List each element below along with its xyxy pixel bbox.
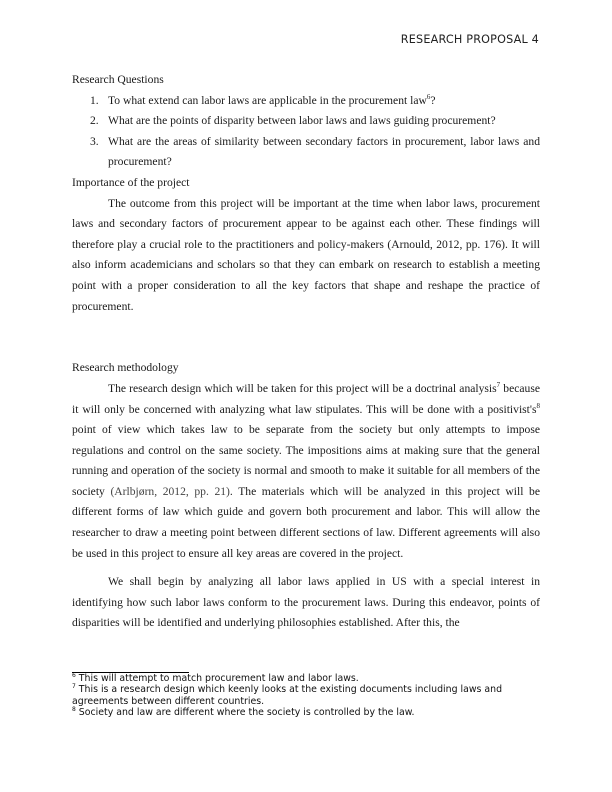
list-item (72, 111, 540, 132)
list-item (72, 132, 540, 173)
importance-heading: Importance of the project (72, 175, 190, 189)
list-item (72, 91, 540, 112)
footnote: $^6$ This will attempt to match procurement law and labor laws. (72, 671, 359, 684)
page-body (72, 70, 540, 634)
citation: (Arlbjørn, 2012, pp. 21) (110, 484, 230, 498)
list-number: 2. (90, 114, 99, 128)
paragraph-gap (72, 564, 540, 572)
footnotes (72, 673, 542, 719)
running-head: RESEARCH PROPOSAL 4 (400, 33, 539, 46)
methodology-heading: Research methodology (72, 361, 179, 375)
blank-line (72, 317, 540, 338)
footnote-ref[interactable]: 8 (536, 401, 540, 410)
footnote: $^8$ Society and law are different where the society is controlled by the law. (72, 706, 415, 719)
research-questions-list (72, 91, 540, 173)
methodology-paragraph-1: The research design which will be taken for this project will be a doctrinal analysis$^7$ because it will only be concerned with analyzing what law stipulates. This will be done with a $positivist's^8$ point of view which takes law to be separate from the society but only attempts to impose regulations and control on the same society. The impositions aims at making sure that the general running and operation of the society is normal and smooth to make it suitable for all members of the society (Arlbjørn, 2012, pp. 21). The materials which will be analyzed in this project will be different forms of law which guide and govern both procurement and labor. This will allow the researcher to draw a meeting point between different sections of law. Different agreements will also be used in this project to ensure all key areas are covered in the project. (72, 381, 541, 560)
list-item-text: What are the points of disparity between labor laws and laws guiding procurement? (108, 114, 496, 128)
list-number: 3. (90, 134, 99, 148)
research-questions-heading: Research Questions (72, 73, 164, 86)
list-number: 1. (90, 93, 99, 107)
methodology-paragraph-2: We shall begin by analyzing all labor laws applied in US with a special interest in identifying how such labor laws conform to the procurement laws. During this endeavor, points of disparities will be identified and underlying philosophies established. After this, the (72, 575, 540, 630)
importance-paragraph: The outcome from this project will be important at the time when labor laws, procurement laws and secondary factors of procurement appear to be against each other. These findings will therefore play a crucial role to the practitioners and policy-makers (Arnould, 2012, pp. 176). It will also inform academicians and scholars so that they can embark on research to establish a meeting point with a proper consideration to all the key factors that shape and reshape the practice of procurement. (72, 196, 540, 313)
list-item-text: To what extend can labor laws are applicable in the procurement law$^6$? (108, 92, 436, 107)
list-item-text: What are the areas of similarity between secondary factors in procurement, labor laws and procurement? (108, 134, 540, 169)
footnote-ref[interactable]: 7 (496, 381, 501, 390)
blank-line (72, 338, 540, 359)
footnote-ref[interactable]: 6 (426, 92, 431, 101)
footnote: $^7$ This is a research design which keenly looks at the existing documents including laws and agreements between different countries. (72, 683, 503, 707)
